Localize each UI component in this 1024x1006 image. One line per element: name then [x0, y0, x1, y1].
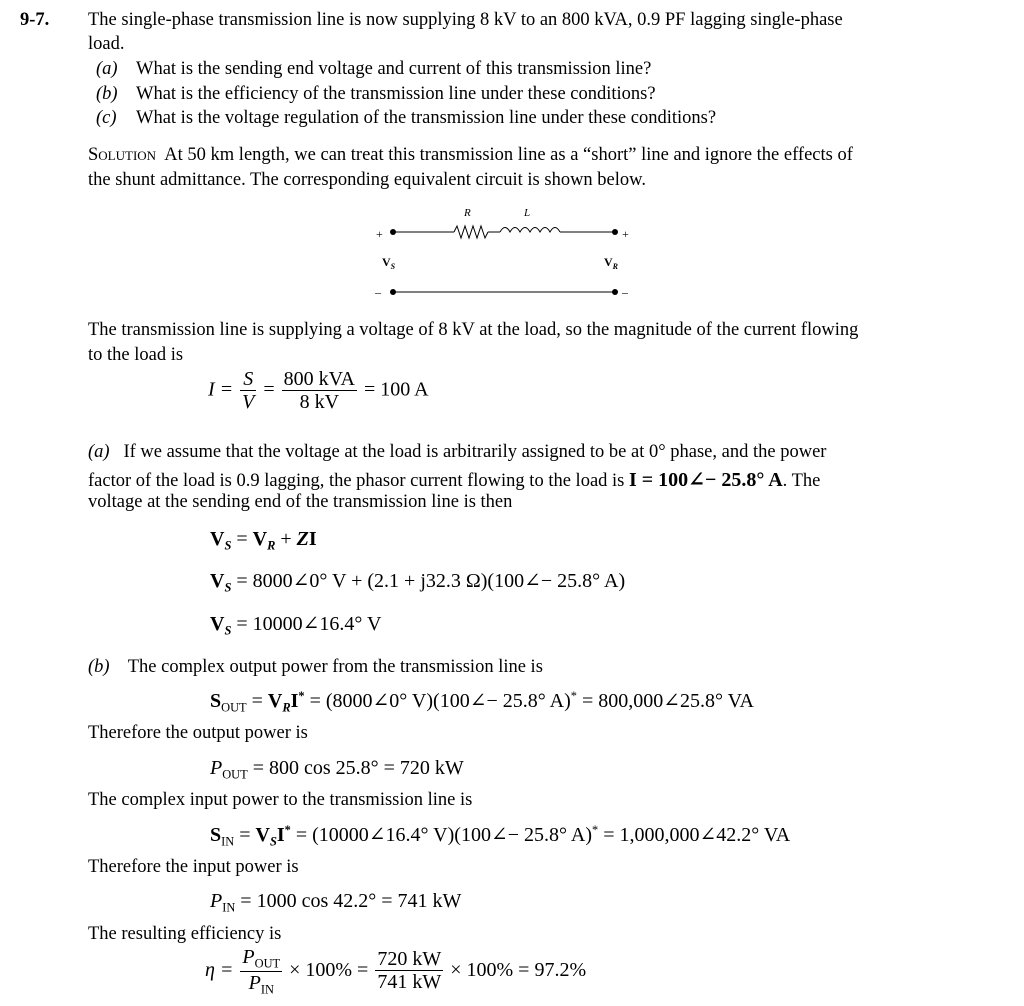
part-a-label: (a)	[88, 442, 110, 462]
terminal-dot-bottom-left	[390, 289, 396, 295]
part-a-text1: If we assume that the voltage at the load is arbitrarily assigned to be at 0° phase, and the power	[123, 442, 827, 462]
terminal-dot-top-left	[390, 229, 396, 235]
eq-efficiency	[205, 946, 586, 997]
complex-input-power-text: The complex input power to the transmission line is	[88, 790, 473, 810]
part-label-c: (c)	[96, 108, 117, 128]
frac-den-741: 741 kW	[377, 971, 442, 994]
output-power-text: Therefore the output power is	[88, 723, 308, 743]
sout-rhs: = (8000∠0° V)(100∠− 25.8° A)	[309, 690, 571, 712]
part-b-line1	[88, 657, 543, 678]
eff-mid: × 100% =	[289, 958, 369, 981]
frac-num-720: 720 kW	[377, 948, 442, 971]
eq-sout: $S_{OUT} = V_RI^*$ = (8000∠0° V)(100∠− 25.8° A)* = 800,000∠25.8° VA	[210, 689, 754, 715]
circuit-l-label: L	[524, 207, 531, 219]
equivalent-circuit-diagram	[360, 200, 660, 305]
frac-num-pout: $P_{OUT}$	[242, 946, 281, 971]
sout-result: = 800,000∠25.8° VA	[581, 690, 754, 712]
eq-pout	[210, 757, 464, 782]
efficiency-text: The resulting efficiency is	[88, 924, 282, 944]
fraction-pout-over-pin	[240, 946, 282, 997]
sin-s: S	[210, 824, 222, 846]
sout-sub: OUT	[221, 700, 247, 715]
circuit-vs-label: $V_S$	[382, 255, 396, 271]
frac-den-v: V	[242, 391, 255, 413]
pout-p: P	[210, 757, 223, 779]
pin-sub: IN	[222, 900, 236, 915]
fraction-720-over-741	[375, 948, 443, 994]
problem-statement-line1: The single-phase transmission line is now supplying 8 kV to an 800 kVA, 0.9 PF lagging single-phase	[88, 10, 843, 30]
sin-result: = 1,000,000∠42.2° VA	[603, 824, 791, 846]
current-para-line2: to the load is	[88, 345, 184, 365]
sin-star: *	[591, 823, 599, 838]
sin-rhs: = (10000∠16.4° V)(100∠− 25.8° A)	[295, 824, 592, 846]
solution-intro-text1: At 50 km length, we can treat this transmission line as a “short” line and ignore the effects of	[164, 145, 853, 165]
resistor-symbol	[454, 226, 488, 238]
eq3-rhs: = 10000∠16.4° V	[236, 613, 382, 635]
eq-pin	[210, 890, 461, 915]
current-eq-eqsign: =	[263, 378, 275, 401]
part-text-b: What is the efficiency of the transmission line under these conditions?	[136, 84, 656, 104]
fraction-800kva-over-8kv	[282, 368, 357, 414]
current-para-line1: The transmission line is supplying a voltage of 8 kV at the load, so the magnitude of the current flowing	[88, 320, 859, 340]
sin-sub: IN	[221, 834, 235, 849]
eq-sin: $S_{IN} = V_SI^*$ = (10000∠16.4° V)(100∠− 25.8° A)* = 1,000,000∠42.2° VA	[210, 823, 791, 849]
eq1-vs: $V_S$	[210, 528, 232, 553]
part-a-inline-current: I = 100∠− 25.8° A	[629, 469, 783, 491]
terminal-dot-top-right	[612, 229, 618, 235]
part-text-c: What is the voltage regulation of the transmission line under these conditions?	[136, 108, 717, 128]
part-a-line1	[88, 442, 826, 463]
solution-heading: Solution	[88, 145, 157, 165]
part-label-a: (a)	[96, 59, 118, 79]
circuit-minus-right: –	[622, 285, 628, 299]
input-power-text: Therefore the input power is	[88, 857, 299, 877]
solution-intro-line1	[88, 145, 853, 166]
part-b-text1: The complex output power from the transmission line is	[127, 657, 543, 677]
problem-statement-line2: load.	[88, 34, 125, 54]
eq-vs-result: $V_S$ = 10000∠16.4° V	[210, 613, 382, 638]
pin-p: P	[210, 890, 223, 912]
terminal-dot-bottom-right	[612, 289, 618, 295]
problem-number: 9-7.	[20, 10, 50, 30]
current-eq-result: = 100 A	[363, 378, 429, 401]
sout-star: *	[570, 689, 577, 704]
fraction-s-over-v	[240, 368, 256, 414]
circuit-vr-label: $V_R$	[604, 255, 619, 271]
sout-s: S	[210, 690, 222, 712]
frac-num-800kva: 800 kVA	[283, 368, 355, 390]
solution-intro-line2: the shunt admittance. The corresponding equivalent circuit is shown below.	[88, 170, 646, 190]
inductor-symbol	[500, 228, 560, 233]
circuit-minus-left: –	[375, 285, 381, 299]
part-a-text2: factor of the load is 0.9 lagging, the phasor current flowing to the load is	[88, 471, 625, 491]
eff-result: × 100% = 97.2%	[450, 958, 587, 981]
part-b-label: (b)	[88, 657, 110, 677]
pout-rhs: = 800 cos 25.8° = 720 kW	[252, 757, 464, 779]
part-label-b: (b)	[96, 84, 118, 104]
circuit-plus-left: +	[376, 227, 383, 241]
part-a-text2-end: . The	[782, 471, 821, 491]
part-a-line3: voltage at the sending end of the transmission line is then	[88, 492, 513, 512]
part-text-a: What is the sending end voltage and current of this transmission line?	[136, 59, 652, 79]
eq-vs-vr-zi: $V_S = V_R$ + ZI	[210, 528, 317, 553]
current-equation	[208, 368, 429, 414]
eq-vs-substituted: $V_S$ = 8000∠0° V + (2.1 + j32.3 Ω)(100∠− 25.8° A)	[210, 570, 626, 595]
eq2-rhs: = 8000∠0° V + (2.1 + j32.3 Ω)(100∠− 25.8° A)	[236, 570, 626, 592]
frac-den-pin: $P_{IN}$	[248, 971, 274, 997]
part-a-line2	[88, 467, 820, 492]
frac-num-s: S	[240, 368, 256, 391]
frac-den-8kv: 8 kV	[299, 391, 340, 413]
pin-rhs: = 1000 cos 42.2° = 741 kW	[240, 890, 462, 912]
current-eq-lhs: I =	[208, 378, 234, 401]
eff-lhs: η =	[205, 958, 234, 981]
circuit-r-label: R	[464, 207, 471, 219]
pout-sub: OUT	[222, 767, 248, 782]
circuit-plus-right: +	[622, 227, 629, 241]
